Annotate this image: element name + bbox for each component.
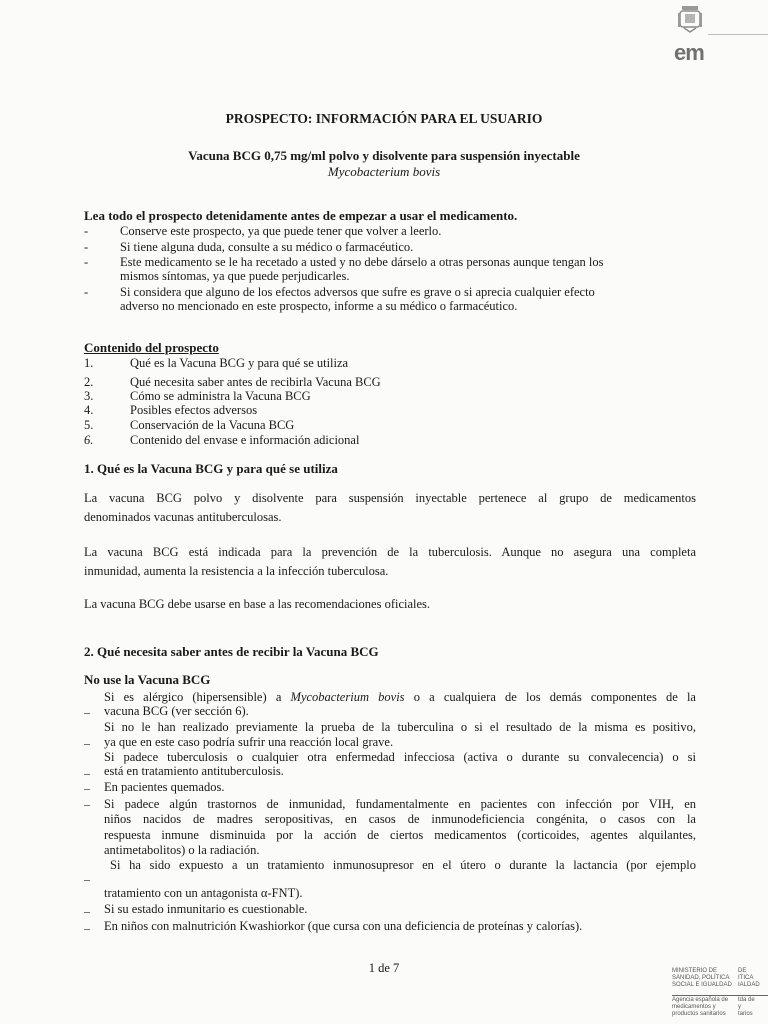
header-rule — [708, 34, 768, 35]
section1-heading: 1. Qué es la Vacuna BCG y para qué se utiliza — [84, 461, 338, 476]
section2-subheading: No use la Vacuna BCG — [84, 672, 211, 687]
product-title: Vacuna BCG 0,75 mg/ml polvo y disolvente para suspensión inyectable — [188, 148, 580, 163]
section1-para1: La vacuna BCG polvo y disolvente para suspensión inyectable pertenece al grupo de medicamentos denominados vacunas antituberculosas. — [84, 491, 696, 524]
section1-para3: La vacuna BCG debe usarse en base a las recomendaciones oficiales. — [84, 597, 431, 611]
section1-para2: La vacuna BCG está indicada para la prevención de la tuberculosis. Aunque no asegura una completa inmunidad, aumenta la resistencia a la infección tuberculosa. — [84, 545, 696, 578]
coat-of-arms-icon — [678, 4, 702, 34]
footer-divider — [672, 995, 768, 996]
product-subtitle: Mycobacterium bovis — [327, 164, 441, 179]
agency-logo: MINISTERIO DE SANIDAD, POLÍTICA SOCIAL E IGUALDAD DE ITICA IALDAD Agencia española de medicamentos y productos sanitarios tda de y tarios — [672, 968, 760, 1017]
read-heading: Lea todo el prospecto detenidamente antes de empezar a usar el medicamento. — [84, 208, 518, 223]
page-number: 1 de 7 — [368, 961, 400, 975]
main-title: PROSPECTO: INFORMACIÓN PARA EL USUARIO — [225, 111, 543, 126]
em-logo: em — [674, 40, 704, 65]
section2-heading: 2. Qué necesita saber antes de recibir la Vacuna BCG — [84, 644, 379, 659]
contents-heading: Contenido del prospecto — [84, 340, 219, 355]
